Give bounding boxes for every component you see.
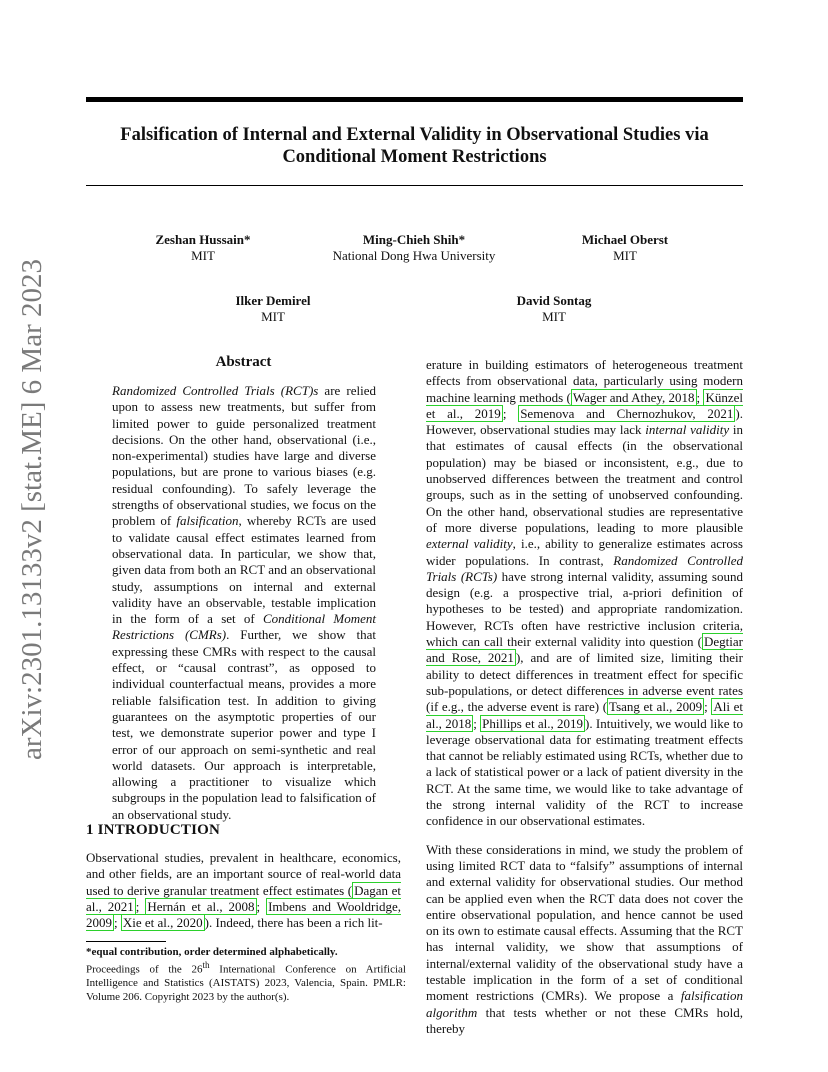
emphasis-text: internal validity bbox=[645, 422, 730, 438]
body-text: that tests whether or not these CMRs hold, thereby bbox=[426, 1004, 743, 1036]
intro-paragraph: Observational studies, prevalent in healthcare, economics, and other fields, are an important source of real-world data used to derive granular treatment effect estimates ( Dagan et al., 2021 ; Hernán et al., 2008 ; Imbens and Wooldridge, 2009 ; Xie et al., 2020 ). Indeed, there has been a rich lit- bbox=[86, 850, 402, 931]
citation-link[interactable]: Künzel et al., 2019 bbox=[426, 389, 743, 421]
author-name: Ming-Chieh Shih* bbox=[362, 232, 466, 247]
emphasis-text: falsification algorithm bbox=[426, 988, 743, 1020]
intro-left-column bbox=[86, 850, 401, 931]
body-text: ). Indeed, there has been a rich lit- bbox=[204, 915, 383, 931]
abstract-text: , whereby RCTs are used to validate causal effect estimates learned from observational data. In particular, we show that, given data from both an RCT and an observational study, assumptions on internal and external validity have an observable, testable implication in the form of a set of bbox=[112, 513, 377, 627]
author-affiliation: National Dong Hwa University bbox=[332, 248, 496, 263]
author-name: Zeshan Hussain* bbox=[155, 232, 251, 247]
title-bottom-rule bbox=[86, 185, 743, 186]
author-affiliation: MIT bbox=[613, 248, 637, 263]
intro-paragraph: erature in building estimators of heterogeneous treatment effects from observational data, particularly using modern machine learning methods ( Wager and Athey, 2018 ; Künzel et al., 2019 ; Semenova and Chernozhukov, 2021 ). However, observational studies may lack internal validity in that estimates of causal effects (in the observational population) may be biased or inconsistent, e.g., due to unobserved differences between the treatment and control groups, such as in the setting of unobserved confounding. On the other hand, observational studies are representative of more diverse populations, leading to more plausible external validity, i.e., ability to generalize estimates across wider populations. In contrast, Randomized Controlled Trials (RCTs) have strong internal validity, assuming sound design (e.g. a prospective trial, a-priori definition of hypotheses to be tested) and appropriate randomization. However, RCTs often have restrictive inclusion criteria, which can call their external validity into question ( Degtiar and Rose, 2021 ), and are of limited size, limiting their ability to detect differences in treatment effect for specific sub-populations, or detect differences in adverse event rates (if e.g., the adverse event is rare) ( Tsang et al., 2009 ; Ali et al., 2018 ; Phillips et al., 2019 ). Intuitively, we would like to leverage observational data for estimating treatment effects that cannot be reliably estimated using RCTs, whether due to a lack of statistical power or a lack of patient diversity in the RCT. At the same time, we would like to take advantage of the strong internal validity of the RCT to increase confidence in our observational estimates. bbox=[426, 357, 743, 829]
author-name: Michael Oberst bbox=[581, 232, 669, 247]
author-name: Ilker Demirel bbox=[235, 293, 311, 308]
author-name: David Sontag bbox=[516, 293, 592, 308]
footnote-rule bbox=[86, 941, 166, 942]
footnote bbox=[86, 946, 406, 1004]
body-text: ). Intuitively, we would like to leverage observational data for estimating treatment effects that cannot be reliably estimated using RCTs, whether due to a lack of statistical power or a lack of patient diversity in the RCT. At the same time, we would like to take advantage of the strong internal validity of the RCT to increase confidence in our observational estimates. bbox=[426, 715, 743, 829]
author-block bbox=[128, 232, 278, 264]
abstract-emphasis: Randomized Controlled Trials (RCT)s bbox=[112, 383, 319, 398]
abstract-heading: Abstract bbox=[215, 354, 272, 370]
abstract-emphasis: falsification bbox=[176, 513, 239, 529]
body-text: in that estimates of causal effects (in the observational population) may be biased or inconsistent, e.g., due to unobserved differences between the treatment and control groups, such as in the setting of unobserved confounding. On the other hand, observational studies are representative of more diverse populations, leading to more plausible bbox=[426, 422, 743, 535]
right-column bbox=[426, 357, 743, 1037]
paper-title: Falsification of Internal and External Validity in Observational Studies via Conditional Moment Restrictions bbox=[120, 125, 709, 167]
author-block bbox=[479, 293, 629, 325]
abstract-emphasis: Conditional Moment Restrictions (CMRs) bbox=[112, 611, 377, 643]
citation-link[interactable]: Tsang et al., 2009 bbox=[609, 699, 703, 715]
citation-link[interactable]: Semenova and Chernozhukov, 2021 bbox=[520, 405, 734, 421]
author-affiliation: MIT bbox=[261, 309, 285, 324]
body-text: erature in building estimators of heterogeneous treatment effects from observational data, particularly using modern machine learning methods ( bbox=[426, 357, 743, 405]
citation-link[interactable]: Wager and Athey, 2018 bbox=[572, 389, 695, 405]
author-block bbox=[314, 232, 514, 264]
emphasis-text: external validity bbox=[426, 536, 513, 552]
citation-link[interactable]: Xie et al., 2020 bbox=[122, 915, 203, 931]
author-affiliation: MIT bbox=[542, 309, 566, 324]
abstract-text: are relied upon to assess new treatments, but suffer from limited power to guide personalized treatment decisions. On the other hand, observational (i.e., non-experimental) studies have large and diverse populations, but are prone to various biases (e.g. residual confounding). To safely leverage the strengths of observational studies, we focus on the problem of bbox=[112, 383, 376, 529]
abstract-body bbox=[112, 383, 376, 823]
body-text: ). However, observational studies may lack bbox=[426, 405, 743, 438]
abstract-paragraph bbox=[112, 383, 376, 823]
equal-contribution-note: *equal contribution, order determined alphabetically. bbox=[86, 946, 338, 958]
citation-link[interactable]: Ali et al., 2018 bbox=[426, 699, 743, 731]
proceedings-text: Proceedings of the 26 bbox=[86, 964, 203, 977]
title-top-rule bbox=[86, 97, 743, 102]
author-block bbox=[198, 293, 348, 325]
citation-link[interactable]: Imbens and Wooldridge, 2009 bbox=[86, 898, 401, 931]
citation-link[interactable]: Dagan et al., 2021 bbox=[86, 882, 402, 914]
body-text: have strong internal validity, assuming sound design (e.g. a prospective trial, a-priori definition of hypotheses to be tested) and appropriate randomization. However, RCTs often have restrictive inclusion criteria, which can call their external validity into question ( bbox=[426, 568, 743, 650]
body-text: Observational studies, prevalent in healthcare, economics, and other fields, are an important source of real-world data used to derive granular treatment effect estimates ( bbox=[86, 850, 401, 898]
body-text: ), and are of limited size, limiting their ability to detect differences in treatment effect for specific sub-populations, or detect differences in adverse event rates (if e.g., the adverse event is rare) ( bbox=[426, 650, 743, 715]
arxiv-stamp: arXiv:2301.13133v2 [stat.ME] 6 Mar 2023 bbox=[16, 259, 48, 760]
body-text: , i.e., ability to generalize estimates across wider populations. In contrast, bbox=[426, 536, 743, 568]
section-heading-introduction: 1 INTRODUCTION bbox=[86, 822, 221, 838]
superscript: th bbox=[202, 960, 210, 971]
citation-link[interactable]: Hernán et al., 2008 bbox=[147, 898, 255, 914]
body-text: With these considerations in mind, we study the problem of using limited RCT data to “falsify” assumptions of internal and external validity for observational studies. Our method can be applied even when the RCT data does not cover the entire observational population, and hence cannot be used on its own to estimate causal effects. Assuming that the RCT has internal validity, we show that assumptions of internal/external validity of the observational study have a testable implication in the form of a set of conditional moment restrictions (CMRs). We propose a bbox=[426, 841, 743, 1004]
abstract-text: . Further, we show that expressing these CMRs with respect to the causal effect, or “causal contrast”, as opposed to individual counterfactual means, provides a more reliable falsification test. In addition to giving guarantees on the asymptotic properties of our test, we demonstrate superior power and type I error of our approach on semi-synthetic and real world datasets. Our approach is interpretable, allowing a practitioner to visualize which subgroups in the population lead to falsification of an observational study. bbox=[112, 627, 376, 822]
citation-link[interactable]: Degtiar and Rose, 2021 bbox=[426, 634, 743, 666]
author-block bbox=[550, 232, 700, 264]
citation-link[interactable]: Phillips et al., 2019 bbox=[482, 715, 584, 731]
proceedings-text: International Conference on Artificial Intelligence and Statistics (AISTATS) 2023, Valencia, Spain. PMLR: Volume 206. Copyright 2023 by the author(s). bbox=[86, 964, 406, 1003]
emphasis-text: Randomized Controlled Trials (RCTs) bbox=[426, 552, 743, 584]
intro-paragraph bbox=[426, 842, 743, 1038]
author-affiliation: MIT bbox=[191, 248, 215, 263]
